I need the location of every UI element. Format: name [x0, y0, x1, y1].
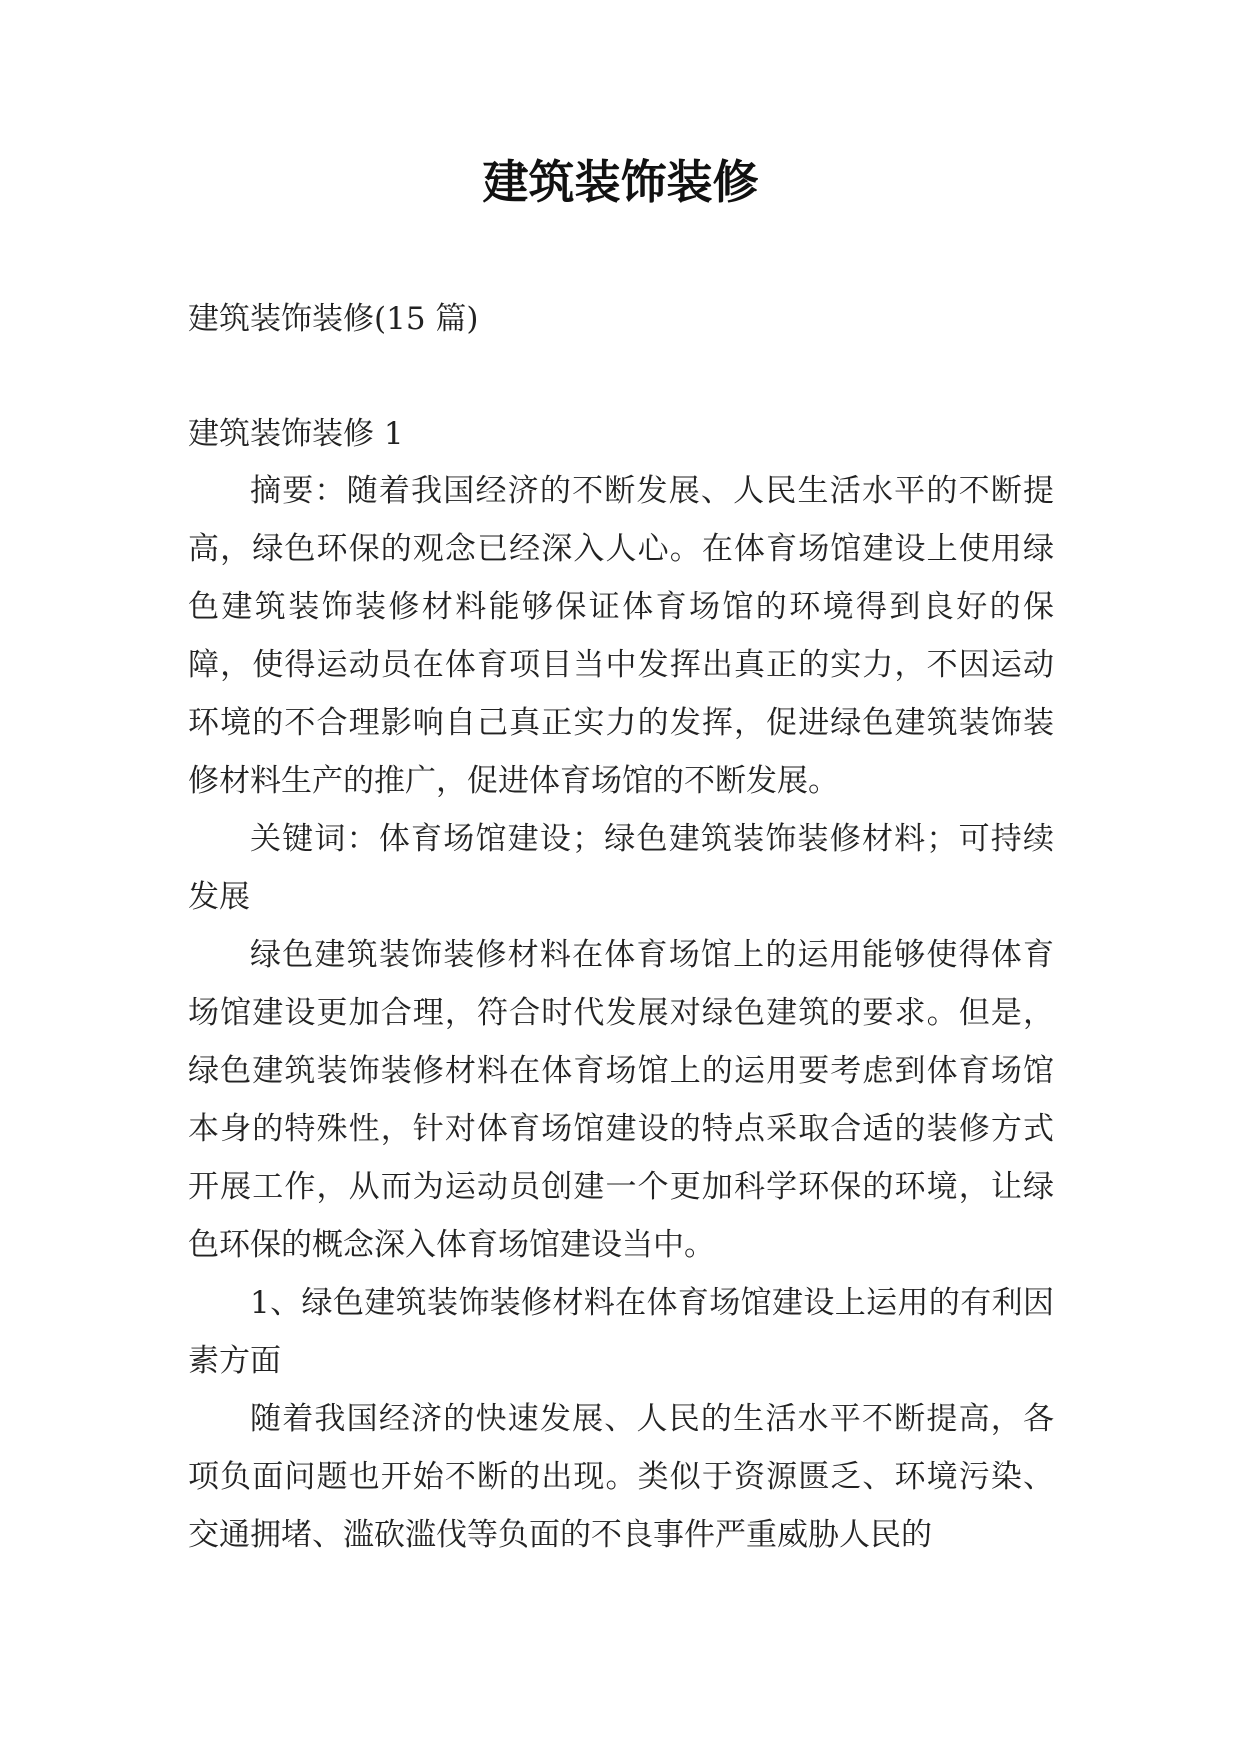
document-title: 建筑装饰装修: [482, 155, 759, 209]
subsection-heading: 1、绿色建筑装饰装修材料在体育场馆建设上运用的有利因素方面: [188, 1285, 1054, 1379]
document-subtitle: 建筑装饰装修(15 篇): [188, 301, 479, 337]
intro-paragraph: 绿色建筑装饰装修材料在体育场馆上的运用能够使得体育场馆建设更加合理，符合时代发展对绿色建筑的要求。但是，绿色建筑装饰装修材料在体育场馆上的运用要考虑到体育场馆本身的特殊性，针对体育场馆建设的特点采取合适的装修方式开展工作，从而为运动员创建一个更加科学环保的环境，让绿色环保的概念深入体育场馆建设当中。: [188, 937, 1054, 1263]
body-paragraph: 随着我国经济的快速发展、人民的生活水平不断提高，各项负面问题也开始不断的出现。类似于资源匮乏、环境污染、交通拥堵、滥砍滥伐等负面的不良事件严重威胁人民的: [188, 1401, 1054, 1553]
abstract-paragraph: 摘要：随着我国经济的不断发展、人民生活水平的不断提高，绿色环保的观念已经深入人心。在体育场馆建设上使用绿色建筑装饰装修材料能够保证体育场馆的环境得到良好的保障，使得运动员在体育项目当中发挥出真正的实力，不因运动环境的不合理影响自己真正实力的发挥，促进绿色建筑装饰装修材料生产的推广，促进体育场馆的不断发展。: [188, 473, 1054, 799]
document-body: [188, 462, 1054, 1692]
keywords-paragraph: 关键词：体育场馆建设；绿色建筑装饰装修材料；可持续发展: [188, 821, 1054, 915]
section-heading: 建筑装饰装修 1: [188, 416, 404, 452]
